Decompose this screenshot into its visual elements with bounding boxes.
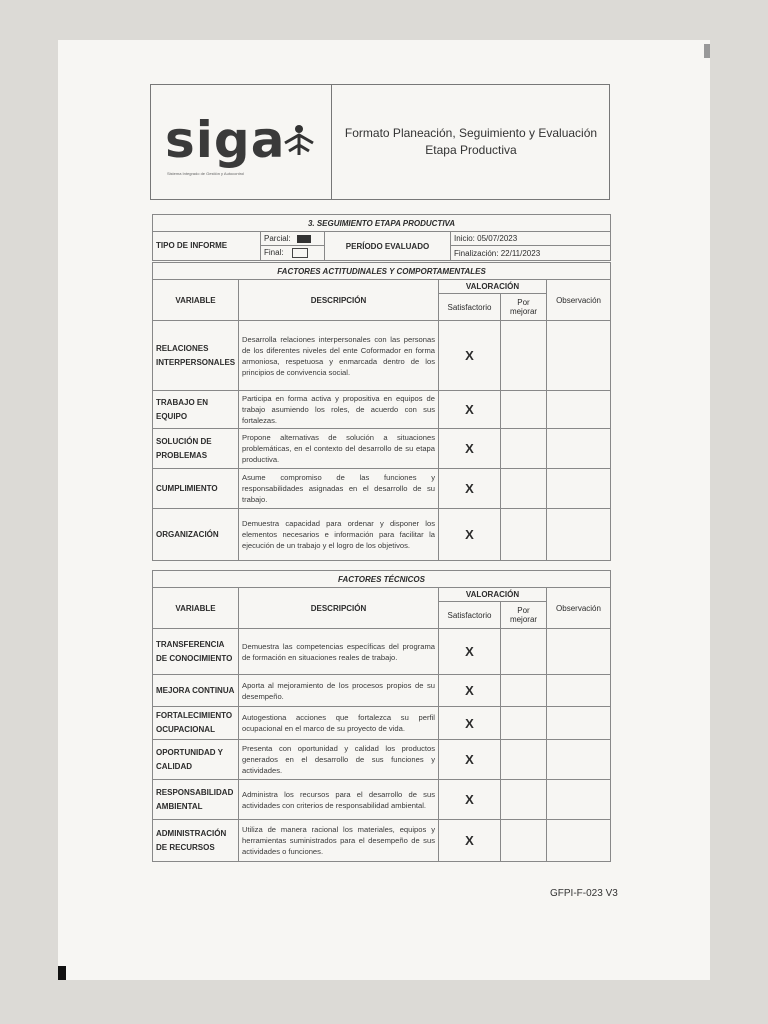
- row-satisfactorio: X: [439, 469, 501, 509]
- col-satisfactorio: Satisfactorio: [439, 602, 501, 629]
- row-satisfactorio: X: [439, 629, 501, 675]
- actitudinales-table: [152, 262, 611, 561]
- row-descripcion: Aporta al mejoramiento de los procesos propios de su desempeño.: [239, 675, 439, 707]
- row-mejorar: [501, 629, 547, 675]
- row-observacion: [547, 391, 611, 429]
- table-row: [153, 321, 611, 391]
- row-mejorar: [501, 321, 547, 391]
- col-valoracion: VALORACIÓN: [439, 588, 547, 602]
- row-variable: SOLUCIÓN DE PROBLEMAS: [153, 429, 239, 469]
- table-row: [153, 429, 611, 469]
- inicio-label: Inicio:: [454, 234, 475, 243]
- row-descripcion: Autogestiona acciones que fortalezca su perfil ocupacional en el marco de su proyecto de vida.: [239, 707, 439, 740]
- parcial-option: [261, 232, 325, 246]
- final-label: Final:: [264, 248, 284, 258]
- row-descripcion: Propone alternativas de solución a situaciones problemáticas, en el contexto del desarrollo de su etapa productiva.: [239, 429, 439, 469]
- table-row: [153, 740, 611, 780]
- row-variable: MEJORA CONTINUA: [153, 675, 239, 707]
- tipo-informe-label: TIPO DE INFORME: [153, 232, 261, 261]
- document-title: Formato Planeación, Seguimiento y Evaluación Etapa Productiva: [344, 126, 598, 157]
- col-observacion: Observación: [547, 588, 611, 629]
- col-satisfactorio: Satisfactorio: [439, 294, 501, 321]
- fin-value: 22/11/2023: [500, 248, 541, 258]
- row-observacion: [547, 740, 611, 780]
- sena-logo-icon: [279, 121, 319, 161]
- row-mejorar: [501, 675, 547, 707]
- form-code: GFPI-F-023 V3: [550, 888, 618, 899]
- row-observacion: [547, 429, 611, 469]
- col-descripcion: DESCRIPCIÓN: [239, 588, 439, 629]
- row-descripcion: Administra los recursos para el desarrollo de sus actividades con criterios de responsabilidad ambiental.: [239, 780, 439, 820]
- row-mejorar: [501, 740, 547, 780]
- row-satisfactorio: X: [439, 391, 501, 429]
- col-mejorar: Por mejorar: [501, 294, 547, 321]
- siga-logo: siga: [165, 111, 286, 169]
- row-observacion: [547, 820, 611, 862]
- row-satisfactorio: X: [439, 740, 501, 780]
- col-mejorar: Por mejorar: [501, 602, 547, 629]
- table-row: [153, 629, 611, 675]
- row-observacion: [547, 707, 611, 740]
- scan-mark: [704, 44, 710, 58]
- row-variable: CUMPLIMIENTO: [153, 469, 239, 509]
- logo-subtitle: Sistema Integrado de Gestión y Autocontrol: [167, 171, 245, 176]
- row-satisfactorio: X: [439, 780, 501, 820]
- tecnicos-title: FACTORES TÉCNICOS: [153, 571, 611, 588]
- actitudinales-title: FACTORES ACTITUDINALES Y COMPORTAMENTALES: [153, 263, 611, 280]
- row-satisfactorio: X: [439, 429, 501, 469]
- row-variable: ADMINISTRACIÓN DE RECURSOS: [153, 820, 239, 862]
- row-variable: ORGANIZACIÓN: [153, 509, 239, 561]
- report-info-table: [152, 214, 611, 261]
- row-descripcion: Demuestra capacidad para ordenar y disponer los elementos necesarios e información para facilitar la ejecución de un trabajo y el logro de los objetivos.: [239, 509, 439, 561]
- col-variable: VARIABLE: [153, 588, 239, 629]
- row-satisfactorio: X: [439, 820, 501, 862]
- logo-cell: [151, 85, 332, 199]
- tecnicos-table: [152, 570, 611, 862]
- document-header: [150, 84, 610, 200]
- row-mejorar: [501, 820, 547, 862]
- row-observacion: [547, 321, 611, 391]
- col-valoracion: VALORACIÓN: [439, 280, 547, 294]
- row-descripcion: Desarrolla relaciones interpersonales con las personas de los diferentes niveles del ente Coformador en forma armoniosa, respetuosa y enmarcada dentro de los principios de convivencia social.: [239, 321, 439, 391]
- parcial-label: Parcial:: [264, 234, 291, 243]
- inicio-field: [451, 232, 611, 246]
- row-observacion: [547, 509, 611, 561]
- row-descripcion: Participa en forma activa y propositiva en equipos de trabajo asumiendo los roles, de acuerdo con sus fortalezas.: [239, 391, 439, 429]
- periodo-label: PERÍODO EVALUADO: [325, 232, 451, 261]
- row-observacion: [547, 675, 611, 707]
- table-row: [153, 820, 611, 862]
- row-mejorar: [501, 780, 547, 820]
- row-satisfactorio: X: [439, 707, 501, 740]
- row-descripcion: Utiliza de manera racional los materiales, equipos y herramientas suministrados para el desempeño de sus actividades o funciones.: [239, 820, 439, 862]
- row-satisfactorio: X: [439, 509, 501, 561]
- col-descripcion: DESCRIPCIÓN: [239, 280, 439, 321]
- row-variable: TRANSFERENCIA DE CONOCIMIENTO: [153, 629, 239, 675]
- row-observacion: [547, 629, 611, 675]
- row-mejorar: [501, 429, 547, 469]
- fin-label: Finalización:: [454, 248, 499, 258]
- section-title: 3. SEGUIMIENTO ETAPA PRODUCTIVA: [153, 215, 611, 232]
- row-mejorar: [501, 469, 547, 509]
- row-descripcion: Presenta con oportunidad y calidad los productos generados en el desarrollo de sus funciones y actividades.: [239, 740, 439, 780]
- row-variable: RELACIONES INTERPERSONALES: [153, 321, 239, 391]
- table-row: [153, 707, 611, 740]
- row-variable: RESPONSABILIDAD AMBIENTAL: [153, 780, 239, 820]
- final-option: [261, 246, 325, 261]
- final-checkbox[interactable]: [292, 248, 308, 258]
- row-mejorar: [501, 391, 547, 429]
- row-variable: FORTALECIMIENTO OCUPACIONAL: [153, 707, 239, 740]
- row-mejorar: [501, 707, 547, 740]
- row-descripcion: Asume compromiso de las funciones y responsabilidades asignadas en el desarrollo de su trabajo.: [239, 469, 439, 509]
- row-descripcion: Demuestra las competencias específicas del programa de formación en situaciones reales de trabajo.: [239, 629, 439, 675]
- row-satisfactorio: X: [439, 321, 501, 391]
- parcial-checkbox[interactable]: [297, 235, 311, 243]
- row-observacion: [547, 780, 611, 820]
- col-observacion: Observación: [547, 280, 611, 321]
- row-variable: TRABAJO EN EQUIPO: [153, 391, 239, 429]
- row-observacion: [547, 469, 611, 509]
- table-row: [153, 780, 611, 820]
- table-row: [153, 391, 611, 429]
- row-satisfactorio: X: [439, 675, 501, 707]
- table-row: [153, 509, 611, 561]
- inicio-value: 05/07/2023: [477, 234, 518, 243]
- row-variable: OPORTUNIDAD Y CALIDAD: [153, 740, 239, 780]
- table-row: [153, 675, 611, 707]
- fin-field: [451, 246, 611, 261]
- row-mejorar: [501, 509, 547, 561]
- col-variable: VARIABLE: [153, 280, 239, 321]
- table-row: [153, 469, 611, 509]
